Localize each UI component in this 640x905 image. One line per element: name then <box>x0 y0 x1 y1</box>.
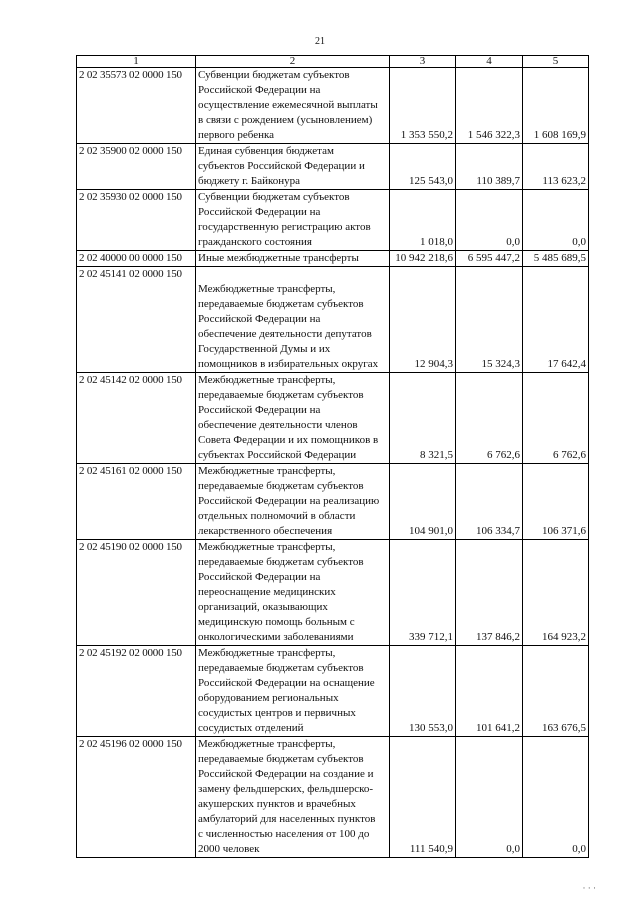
amount-cell-col-3: 10 942 218,6 <box>390 251 456 267</box>
budget-code-cell: 2 02 35573 02 0000 150 <box>77 68 196 144</box>
description-line: осуществление ежемесячной выплаты <box>198 99 378 111</box>
description-line: Российской Федерации на <box>198 206 321 218</box>
page-number: 21 <box>315 36 325 47</box>
amount-cell-col-5: 113 623,2 <box>523 144 589 190</box>
budget-code-cell: 2 02 45196 02 0000 150 <box>77 737 196 858</box>
amount-cell-col-4: 106 334,7 <box>456 464 523 540</box>
description-cell <box>196 540 390 646</box>
description-line: акушерских пунктов и врачебных <box>198 798 356 810</box>
table-row <box>77 68 589 144</box>
description-line: Российской Федерации на создание и <box>198 768 374 780</box>
amount-cell-col-5: 5 485 689,5 <box>523 251 589 267</box>
description-line: гражданского состояния <box>198 236 312 248</box>
amount-cell-col-3: 130 553,0 <box>390 646 456 737</box>
column-header-2: 2 <box>196 56 390 68</box>
description-cell <box>196 251 390 267</box>
table-row <box>77 540 589 646</box>
description-line: Межбюджетные трансферты, <box>198 647 336 659</box>
table-row <box>77 144 589 190</box>
description-cell <box>196 646 390 737</box>
description-line: Субвенции бюджетам субъектов <box>198 69 350 81</box>
description-line: онкологическими заболеваниями <box>198 631 354 643</box>
table-row <box>77 737 589 858</box>
description-line: оборудованием региональных <box>198 692 339 704</box>
amount-cell-col-3: 125 543,0 <box>390 144 456 190</box>
amount-cell-col-3: 339 712,1 <box>390 540 456 646</box>
amount-cell-col-3: 1 353 550,2 <box>390 68 456 144</box>
amount-cell-col-4: 6 595 447,2 <box>456 251 523 267</box>
description-line: Российской Федерации на оснащение <box>198 677 375 689</box>
description-cell <box>196 267 390 373</box>
amount-cell-col-4: 0,0 <box>456 737 523 858</box>
description-line: Межбюджетные трансферты, <box>198 465 336 477</box>
description-line: организаций, оказывающих <box>198 601 328 613</box>
description-line: сосудистых центров и первичных <box>198 707 356 719</box>
amount-cell-col-5: 106 371,6 <box>523 464 589 540</box>
amount-cell-col-4: 0,0 <box>456 190 523 251</box>
description-cell <box>196 737 390 858</box>
column-header-3: 3 <box>390 56 456 68</box>
amount-cell-col-3: 8 321,5 <box>390 373 456 464</box>
amount-cell-col-5: 164 923,2 <box>523 540 589 646</box>
description-line: Иные межбюджетные трансферты <box>198 252 359 264</box>
description-line: государственную регистрацию актов <box>198 221 371 233</box>
description-line: обеспечение деятельности членов <box>198 419 358 431</box>
description-line: субъектов Российской Федерации и <box>198 160 365 172</box>
table-row <box>77 267 589 373</box>
budget-code-cell: 2 02 45141 02 0000 150 <box>77 267 196 373</box>
description-line: в связи с рождением (усыновлением) <box>198 114 373 126</box>
description-line: лекарственного обеспечения <box>198 525 333 537</box>
description-line: передаваемые бюджетам субъектов <box>198 662 364 674</box>
description-line: Межбюджетные трансферты, <box>198 283 336 295</box>
description-line: с численностью населения от 100 до <box>198 828 370 840</box>
amount-cell-col-4: 101 641,2 <box>456 646 523 737</box>
amount-cell-col-4: 110 389,7 <box>456 144 523 190</box>
description-line: 2000 человек <box>198 843 260 855</box>
description-line: замену фельдшерских, фельдшерско- <box>198 783 374 795</box>
description-line: передаваемые бюджетам субъектов <box>198 298 364 310</box>
budget-code-cell: 2 02 45142 02 0000 150 <box>77 373 196 464</box>
amount-cell-col-3: 104 901,0 <box>390 464 456 540</box>
description-cell <box>196 144 390 190</box>
description-line: Межбюджетные трансферты, <box>198 541 336 553</box>
corner-mark: · · · <box>582 883 596 893</box>
description-line: Российской Федерации на <box>198 571 321 583</box>
description-line: Российской Федерации на <box>198 84 321 96</box>
description-line: Российской Федерации на <box>198 404 321 416</box>
description-line <box>198 267 387 282</box>
description-line: Единая субвенция бюджетам <box>198 145 334 157</box>
column-header-5: 5 <box>523 56 589 68</box>
table-row <box>77 373 589 464</box>
column-header-1: 1 <box>77 56 196 68</box>
description-line: Межбюджетные трансферты, <box>198 374 336 386</box>
column-number-row <box>77 56 589 68</box>
description-line: передаваемые бюджетам субъектов <box>198 556 364 568</box>
budget-code-cell: 2 02 40000 00 0000 150 <box>77 251 196 267</box>
description-line: первого ребенка <box>198 129 275 141</box>
description-line: отдельных полномочий в области <box>198 510 356 522</box>
description-line: Российской Федерации на реализацию <box>198 495 380 507</box>
description-line: передаваемые бюджетам субъектов <box>198 753 364 765</box>
amount-cell-col-3: 111 540,9 <box>390 737 456 858</box>
description-cell <box>196 68 390 144</box>
amount-cell-col-5: 1 608 169,9 <box>523 68 589 144</box>
amount-cell-col-4: 15 324,3 <box>456 267 523 373</box>
description-line: бюджету г. Байконура <box>198 175 301 187</box>
amount-cell-col-4: 1 546 322,3 <box>456 68 523 144</box>
description-cell <box>196 190 390 251</box>
budget-code-cell: 2 02 35930 02 0000 150 <box>77 190 196 251</box>
description-line: Межбюджетные трансферты, <box>198 738 336 750</box>
description-line: переоснащение медицинских <box>198 586 336 598</box>
amount-cell-col-5: 6 762,6 <box>523 373 589 464</box>
description-line: Государственной Думы и их <box>198 343 331 355</box>
amount-cell-col-4: 137 846,2 <box>456 540 523 646</box>
description-cell <box>196 373 390 464</box>
amount-cell-col-4: 6 762,6 <box>456 373 523 464</box>
budget-code-cell: 2 02 45161 02 0000 150 <box>77 464 196 540</box>
table-row <box>77 251 589 267</box>
amount-cell-col-5: 17 642,4 <box>523 267 589 373</box>
budget-code-cell: 2 02 45192 02 0000 150 <box>77 646 196 737</box>
description-line: обеспечение деятельности депутатов <box>198 328 372 340</box>
description-line: субъектах Российской Федерации <box>198 449 357 461</box>
budget-code-cell: 2 02 35900 02 0000 150 <box>77 144 196 190</box>
amount-cell-col-5: 0,0 <box>523 737 589 858</box>
description-line: Российской Федерации на <box>198 313 321 325</box>
amount-cell-col-3: 1 018,0 <box>390 190 456 251</box>
table-row <box>77 190 589 251</box>
amount-cell-col-3: 12 904,3 <box>390 267 456 373</box>
amount-cell-col-5: 0,0 <box>523 190 589 251</box>
column-header-4: 4 <box>456 56 523 68</box>
description-line: медицинскую помощь больным с <box>198 616 355 628</box>
table-row <box>77 464 589 540</box>
amount-cell-col-5: 163 676,5 <box>523 646 589 737</box>
budget-table <box>76 55 589 858</box>
description-line: Совета Федерации и их помощников в <box>198 434 379 446</box>
description-line: передаваемые бюджетам субъектов <box>198 389 364 401</box>
description-line: помощников в избирательных округах <box>198 358 379 370</box>
description-line: сосудистых отделений <box>198 722 304 734</box>
description-line: Субвенции бюджетам субъектов <box>198 191 350 203</box>
description-line: амбулаторий для населенных пунктов <box>198 813 376 825</box>
budget-code-cell: 2 02 45190 02 0000 150 <box>77 540 196 646</box>
description-line: передаваемые бюджетам субъектов <box>198 480 364 492</box>
description-cell <box>196 464 390 540</box>
table-row <box>77 646 589 737</box>
